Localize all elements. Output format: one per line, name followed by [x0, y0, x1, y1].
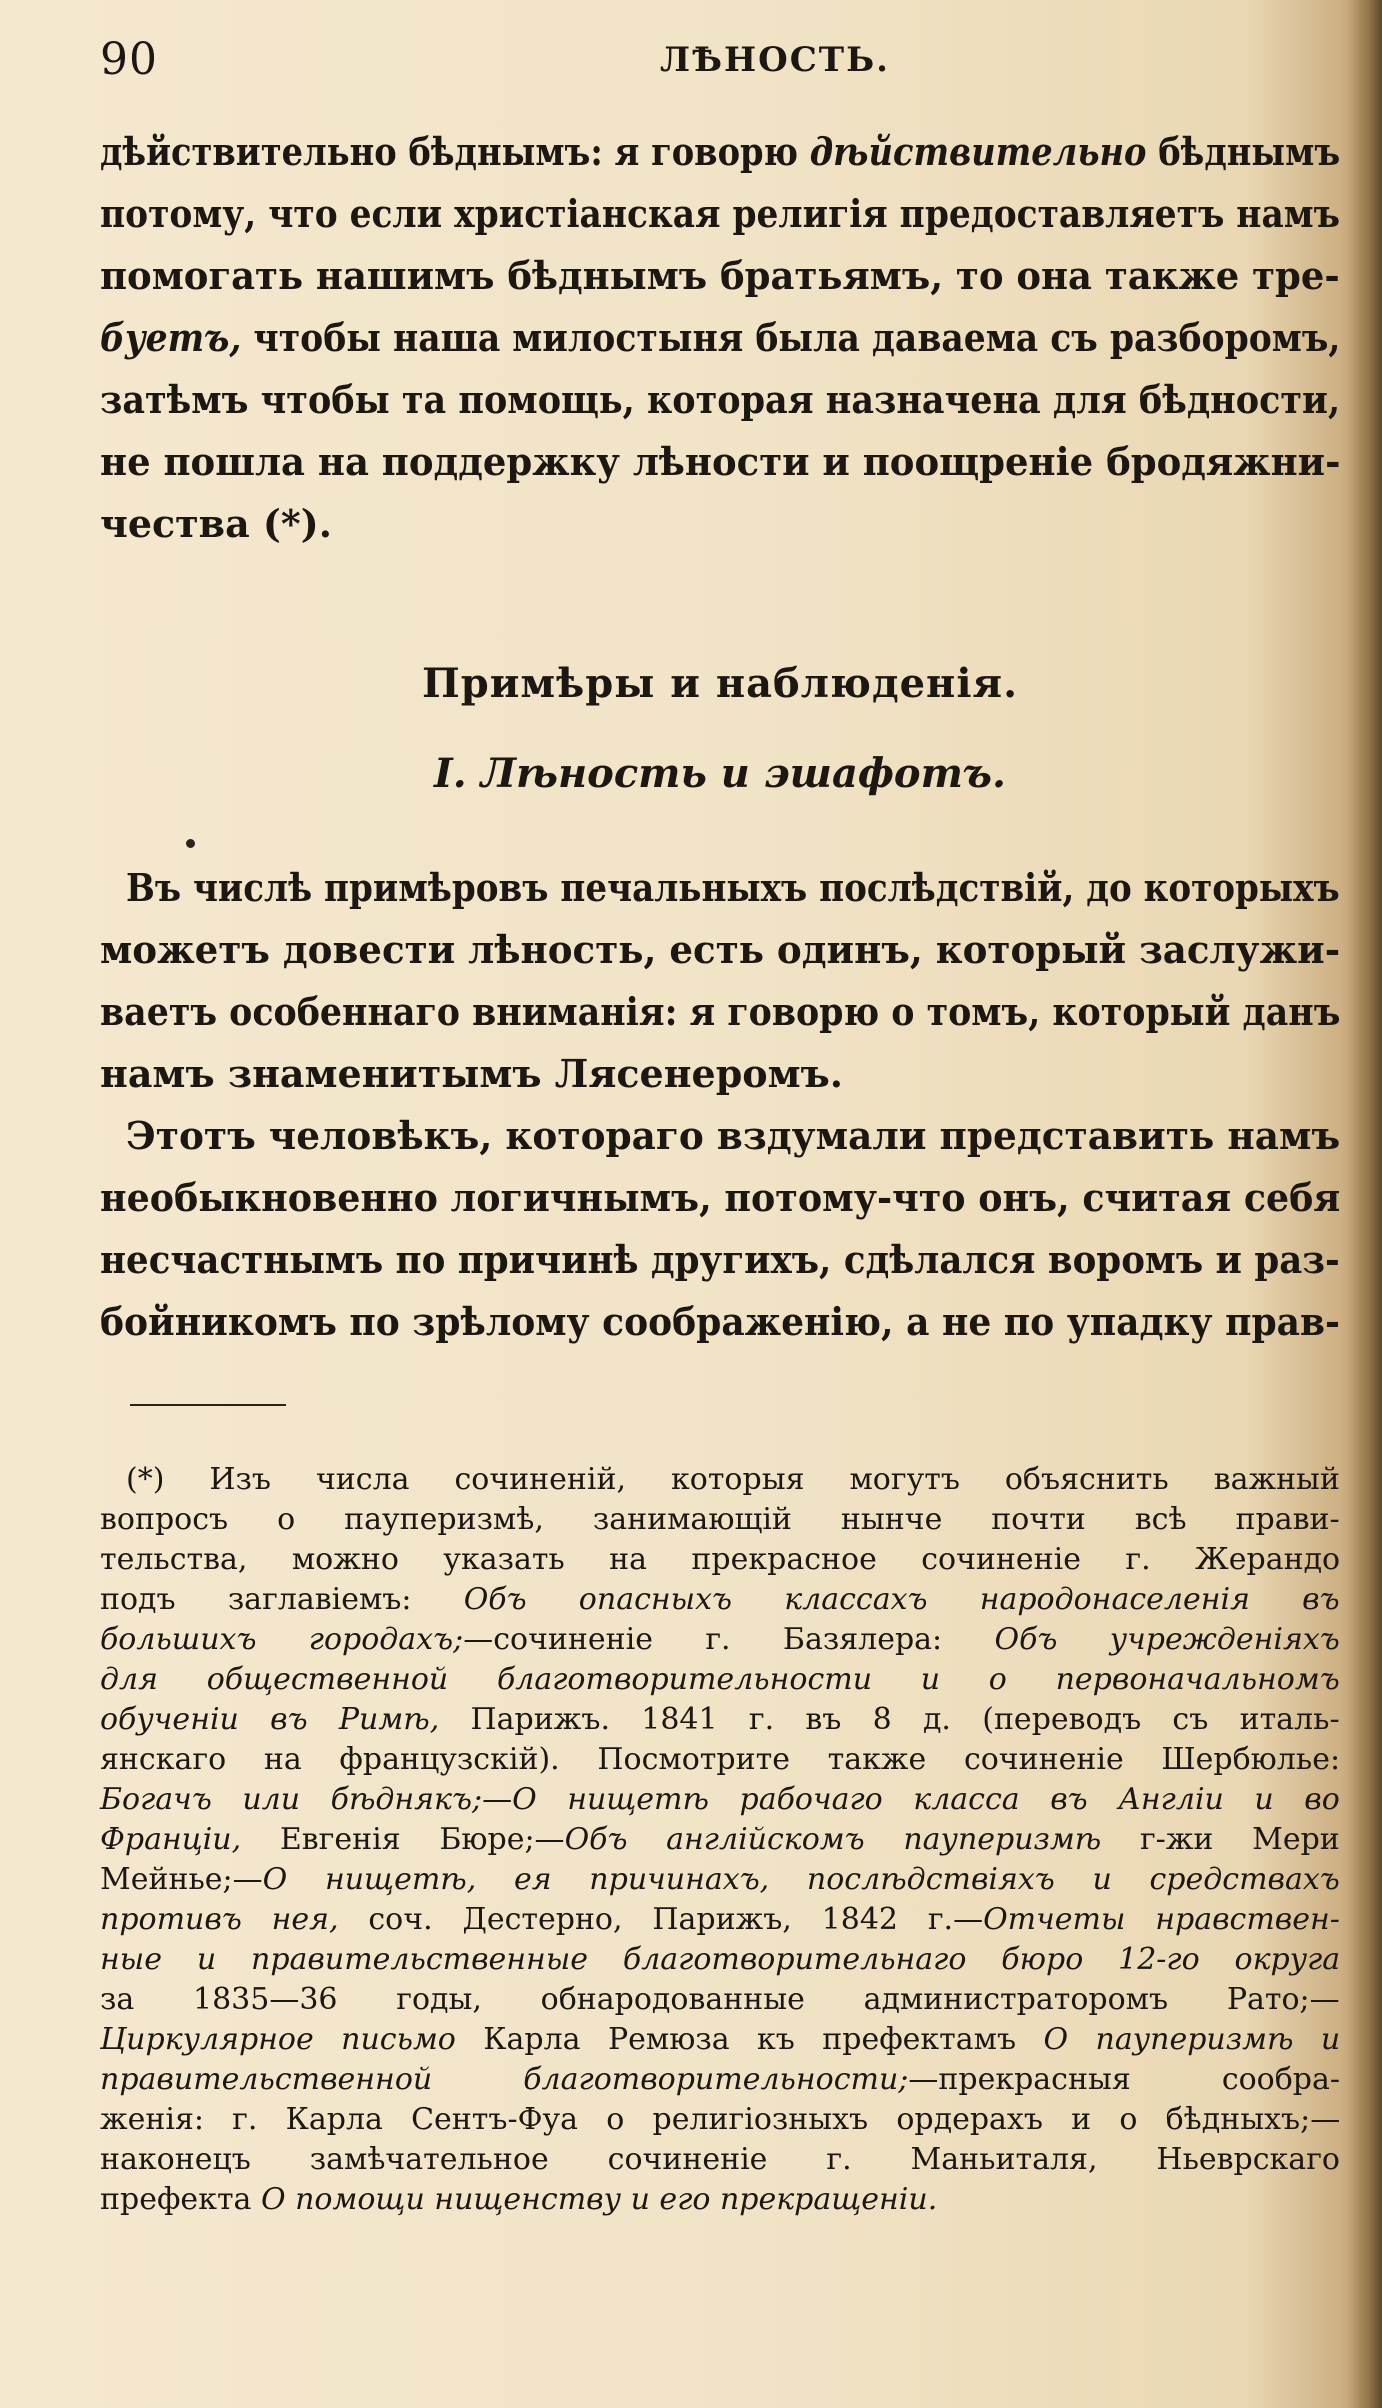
footnote-line-text: [100, 1820, 1340, 1860]
text-run: г-жи Мери: [1101, 1822, 1340, 1857]
footnote-line: [100, 1580, 1340, 1620]
body-line: [100, 370, 1340, 430]
text-run: потому, что если христіанская религія предоставляетъ намъ: [100, 191, 1341, 236]
text-run: женія: г. Карла Сентъ-Фуа о религіозныхъ ордерахъ и о бѣдныхъ;—: [100, 2102, 1341, 2137]
footnote-line-text: [126, 1460, 1340, 1500]
text-run: подъ заглавіемъ:: [100, 1582, 464, 1617]
italic-run: противъ нея,: [100, 1902, 339, 1937]
body-line-text: [100, 494, 332, 554]
footnote-line-text: [100, 1740, 1340, 1780]
text-run: —сочиненіе г. Базялера:: [463, 1622, 995, 1657]
body-line: [100, 1106, 1366, 1166]
body-line-text: [100, 1168, 1340, 1228]
italic-run: Циркулярное письмо: [100, 2022, 456, 2057]
text-run: (*) Изъ числа сочиненій, которыя могутъ объяснить важный: [126, 1462, 1340, 1497]
footnote-line: [100, 1980, 1340, 2020]
text-run: соч. Дестерно, Парижъ, 1842 г.—: [338, 1902, 984, 1937]
body-line: [100, 184, 1340, 244]
footnote-line-text: [100, 1860, 1340, 1900]
text-run: можетъ довести лѣность, есть одинъ, который заслужи-: [100, 927, 1341, 972]
footnote-line-text: [100, 1780, 1340, 1820]
subsection-heading: I. Лѣность и эшафотъ.: [434, 750, 1006, 797]
body-line-text: [100, 1230, 1340, 1290]
text-run: намъ знаменитымъ Лясенеромъ.: [100, 1051, 844, 1096]
italic-run: дѣйствительно: [809, 129, 1147, 174]
body-line: [100, 308, 1340, 368]
italic-run: обученіи въ Римѣ,: [100, 1702, 440, 1737]
page-number: 90: [100, 34, 158, 85]
footnote-line-text: [100, 2140, 1340, 2180]
footnote-line-text: [100, 2060, 1340, 2100]
footnote-line: [100, 1540, 1340, 1580]
footnote-line: [100, 1740, 1340, 1780]
body-line: [100, 432, 1340, 492]
text-run: Въ числѣ примѣровъ печальныхъ послѣдствій, до которыхъ: [126, 865, 1340, 910]
body-line-text: [100, 184, 1340, 244]
footnote-line: [100, 1620, 1340, 1660]
footnote-line: [100, 1780, 1340, 1820]
footnote-line-text: [100, 1900, 1340, 1940]
footnote-line-text: [100, 1540, 1340, 1580]
body-line: [100, 246, 1340, 306]
text-run: помогать нашимъ бѣднымъ братьямъ, то она также тре-: [100, 253, 1340, 298]
footnote-line-text: [100, 1980, 1340, 2020]
text-run: Этотъ человѣкъ, котораго вздумали представить намъ: [126, 1113, 1341, 1158]
italic-run: ные и правительственные благотворительнаго бюро 12-го округа: [100, 1942, 1341, 1977]
footnote-line: [100, 1900, 1340, 1940]
footnote-line-text: [100, 1620, 1340, 1660]
text-run: Парижъ. 1841 г. въ 8 д. (переводъ съ италь-: [439, 1702, 1340, 1737]
italic-run: для общественной благотворительности и о первоначальномъ: [100, 1662, 1340, 1697]
italic-run: правительственной благотворительности;: [100, 2062, 909, 2097]
footnote-line: [100, 1660, 1340, 1700]
italic-run: Отчеты нравствен-: [983, 1902, 1340, 1937]
body-line-text: [126, 858, 1340, 918]
footnote-line-text: [100, 1500, 1340, 1540]
footnote-line-text: [100, 2020, 1340, 2060]
text-run: Евгенія Бюре;—: [241, 1822, 565, 1857]
footnote-line-text: [100, 1660, 1340, 1700]
body-line: [100, 122, 1340, 182]
footnote-rule: [130, 1404, 286, 1406]
body-line-text: [100, 308, 1340, 368]
footnote-line: [100, 1700, 1340, 1740]
footnote-line: [100, 1820, 1340, 1860]
footnote-line: [100, 1940, 1340, 1980]
body-line-text: [100, 982, 1340, 1042]
body-line: [100, 494, 1340, 554]
body-line-text: [100, 246, 1340, 306]
footnote-line-text: [100, 2100, 1340, 2140]
footnote-line: [100, 2020, 1340, 2060]
body-line-text: [100, 122, 1340, 182]
text-run: несчастнымъ по причинѣ другихъ, сдѣлался воромъ и раз-: [100, 1237, 1340, 1282]
text-run: чества (*).: [100, 501, 332, 546]
italic-run: большихъ городахъ;: [100, 1622, 464, 1657]
footnote-line: [100, 2180, 1340, 2220]
italic-run: Объ опасныхъ классахъ народонаселенія въ: [463, 1582, 1340, 1617]
body-line: [100, 1230, 1340, 1290]
text-run: префекта: [100, 2182, 261, 2217]
section-heading: Примѣры и наблюденія.: [421, 660, 1019, 707]
footnote-line-text: [100, 1940, 1340, 1980]
body-line: [100, 1292, 1340, 1352]
text-run: Мейнье;—: [100, 1862, 263, 1897]
body-line: [100, 858, 1366, 918]
footnote-line-text: [100, 1580, 1340, 1620]
body-line: [100, 982, 1340, 1042]
italic-run: Франціи,: [100, 1822, 242, 1857]
italic-run: Богачъ или бѣднякъ;—О нищетѣ рабочаго класса въ Англіи и во: [100, 1782, 1340, 1817]
body-line: [100, 920, 1340, 980]
text-run: ваетъ особеннаго вниманія: я говорю о томъ, который данъ: [100, 989, 1341, 1034]
italic-run: Объ учрежденіяхъ: [994, 1622, 1340, 1657]
footnote-line-text: [100, 1700, 1340, 1740]
text-run: за 1835—36 годы, обнародованные администраторомъ Рато;—: [100, 1982, 1340, 2017]
body-line-text: [100, 1292, 1340, 1352]
text-run: чтобы наша милостыня была даваема съ разборомъ,: [241, 315, 1341, 360]
text-run: необыкновенно логичнымъ, потому-что онъ, считая себя: [100, 1175, 1341, 1220]
running-head: [100, 34, 1330, 94]
italic-run: О нищетѣ, ея причинахъ, послѣдствіяхъ и средствахъ: [262, 1862, 1340, 1897]
page-edge-shadow: [1348, 0, 1382, 2408]
footnote-line: [100, 2060, 1340, 2100]
text-run: вопросъ о пауперизмѣ, занимающій нынче почти всѣ прави-: [100, 1502, 1340, 1537]
body-line: [100, 1168, 1340, 1228]
body-line-text: [100, 1044, 843, 1104]
text-run: бойникомъ по зрѣлому соображенію, а не по упадку прав-: [100, 1299, 1340, 1344]
footnote-line-text: [100, 2180, 937, 2220]
ink-speck: [186, 839, 195, 848]
italic-run: Объ англійскомъ пауперизмѣ: [564, 1822, 1102, 1857]
body-line-text: [100, 920, 1340, 980]
text-run: не пошла на поддержку лѣности и поощреніе бродяжни-: [100, 439, 1341, 484]
text-run: янскаго на французскій). Посмотрите также сочиненіе Шербюлье:: [100, 1742, 1341, 1777]
body-line-text: [100, 370, 1340, 430]
body-line-text: [100, 432, 1340, 492]
text-run: бѣднымъ: [1146, 129, 1341, 174]
footnote-line: [100, 1460, 1366, 1500]
text-run: —прекрасныя сообра-: [908, 2062, 1341, 2097]
text-run: наконецъ замѣчательное сочиненіе г. Маньиталя, Ньеврскаго: [100, 2142, 1340, 2177]
italic-run: О пауперизмѣ и: [1043, 2022, 1341, 2057]
body-line-text: [126, 1106, 1340, 1166]
italic-run: О помощи нищенству и его прекращеніи.: [260, 2182, 938, 2217]
footnote-line: [100, 2100, 1340, 2140]
text-run: Карла Ремюза къ префектамъ: [455, 2022, 1044, 2057]
text-run: дѣйствительно бѣднымъ: я говорю: [100, 129, 810, 174]
text-run: затѣмъ чтобы та помощь, которая назначена для бѣдности,: [100, 377, 1341, 422]
footnote-line: [100, 1500, 1340, 1540]
body-line: [100, 1044, 1340, 1104]
italic-run: буетъ,: [100, 315, 242, 360]
text-run: тельства, можно указать на прекрасное сочиненіе г. Жерандо: [100, 1542, 1341, 1577]
running-title: ЛѢНОСТЬ.: [660, 40, 890, 80]
footnote-line: [100, 2140, 1340, 2180]
footnote-line: [100, 1860, 1340, 1900]
